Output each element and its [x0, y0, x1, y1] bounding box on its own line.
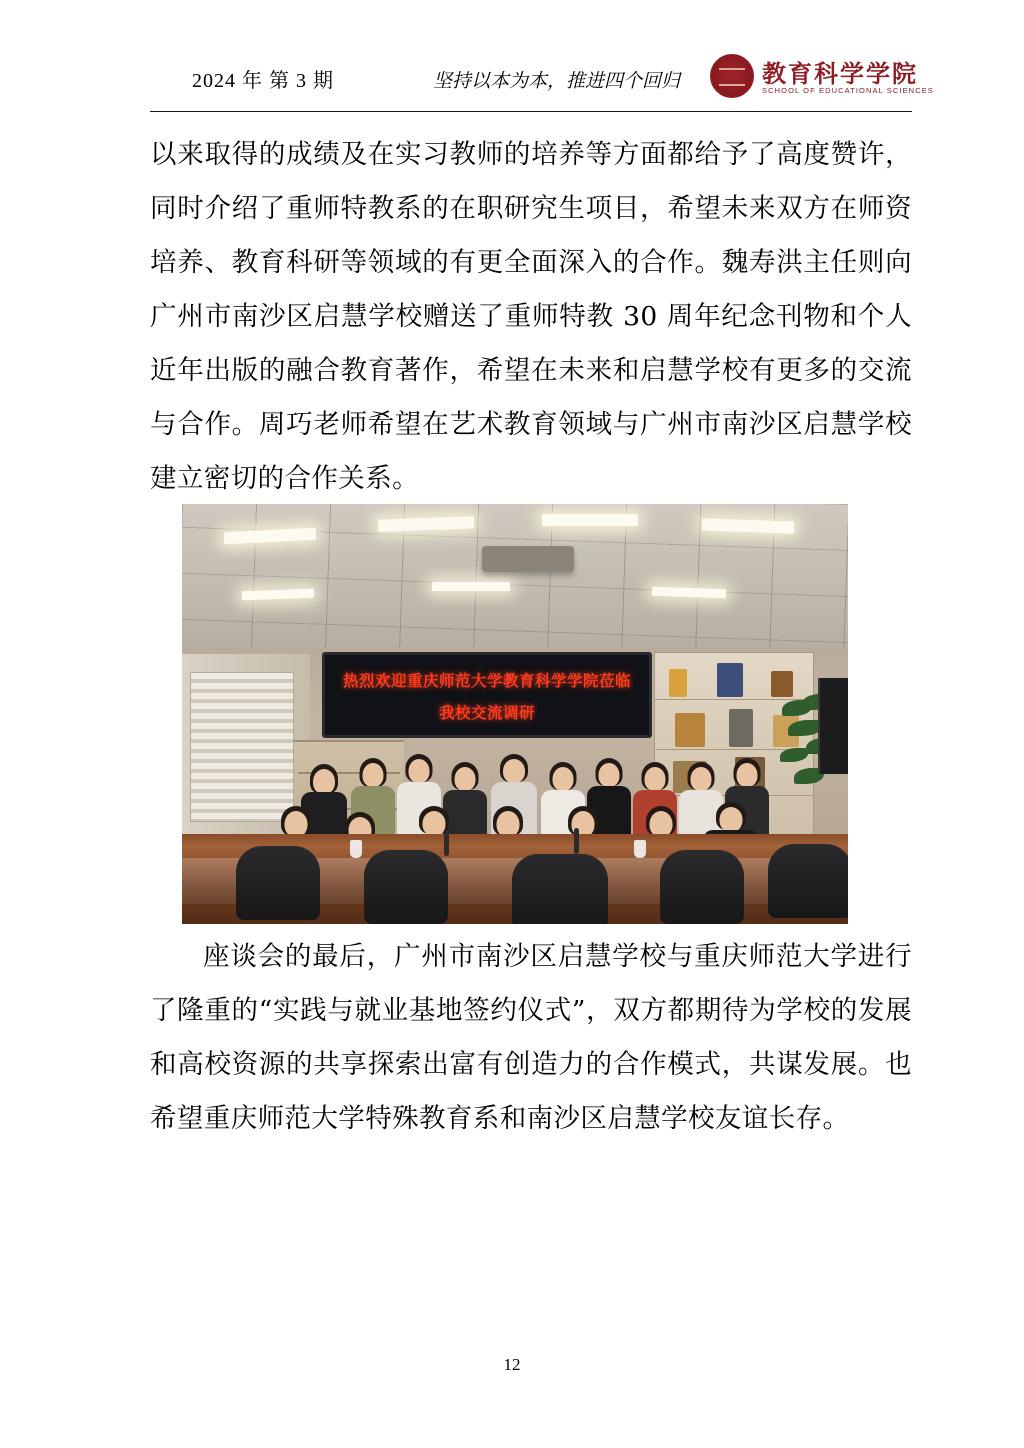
led-welcome-screen	[322, 652, 652, 738]
page-number: 12	[503, 1355, 521, 1374]
office-chair	[660, 850, 744, 924]
led-text-line-1: 热烈欢迎重庆师范大学教育科学学院莅临	[342, 672, 631, 690]
body-paragraph-2: 座谈会的最后，广州市南沙区启慧学校与重庆师范大学进行了隆重的“实践与就业基地签约仪式”，双方都期待为学校的发展和高校资源的共享探索出富有创造力的合作模式，共谋发展。也希望重庆师范大学特殊教育系和南沙区启慧学校友谊长存。	[150, 941, 912, 1134]
ceiling-light	[432, 582, 510, 591]
led-text-line-2: 我校交流调研	[438, 704, 535, 722]
header-divider	[150, 111, 912, 112]
office-chair	[768, 844, 848, 918]
ceiling-projector	[482, 546, 574, 572]
ceiling-light	[542, 514, 638, 526]
office-chair	[236, 846, 320, 920]
page-header	[150, 56, 934, 112]
office-chair	[364, 850, 448, 924]
school-emblem-icon	[710, 54, 754, 98]
table-microphone	[574, 828, 579, 854]
school-logo	[710, 52, 934, 106]
issue-label: 2024 年 第 3 期	[192, 70, 334, 92]
body-paragraph-1: 以来取得的成绩及在实习教师的培养等方面都给予了高度赞许，同时介绍了重师特教系的在职研究生项目，希望未来双方在师资培养、教育科研等领域的有更全面深入的合作。魏寿洪主任则向广州市南沙区启慧学校赠送了重师特教 30 周年纪念刊物和个人近年出版的融合教育著作，希望在未来和启慧学校有更多的交流与合作。周巧老师希望在艺术教育领域与广州市南沙区启慧学校建立密切的合作关系。	[150, 139, 912, 494]
table-microphone	[444, 830, 449, 856]
meeting-photo	[182, 504, 848, 924]
water-cup	[634, 840, 646, 858]
running-title: 坚持以本为本，推进四个回归	[433, 70, 681, 92]
office-chair	[512, 854, 608, 924]
school-name-cn: 教育科学学院	[762, 59, 918, 88]
water-cup	[350, 840, 362, 858]
school-name-en: SCHOOL OF EDUCATIONAL SCIENCES	[762, 86, 934, 95]
